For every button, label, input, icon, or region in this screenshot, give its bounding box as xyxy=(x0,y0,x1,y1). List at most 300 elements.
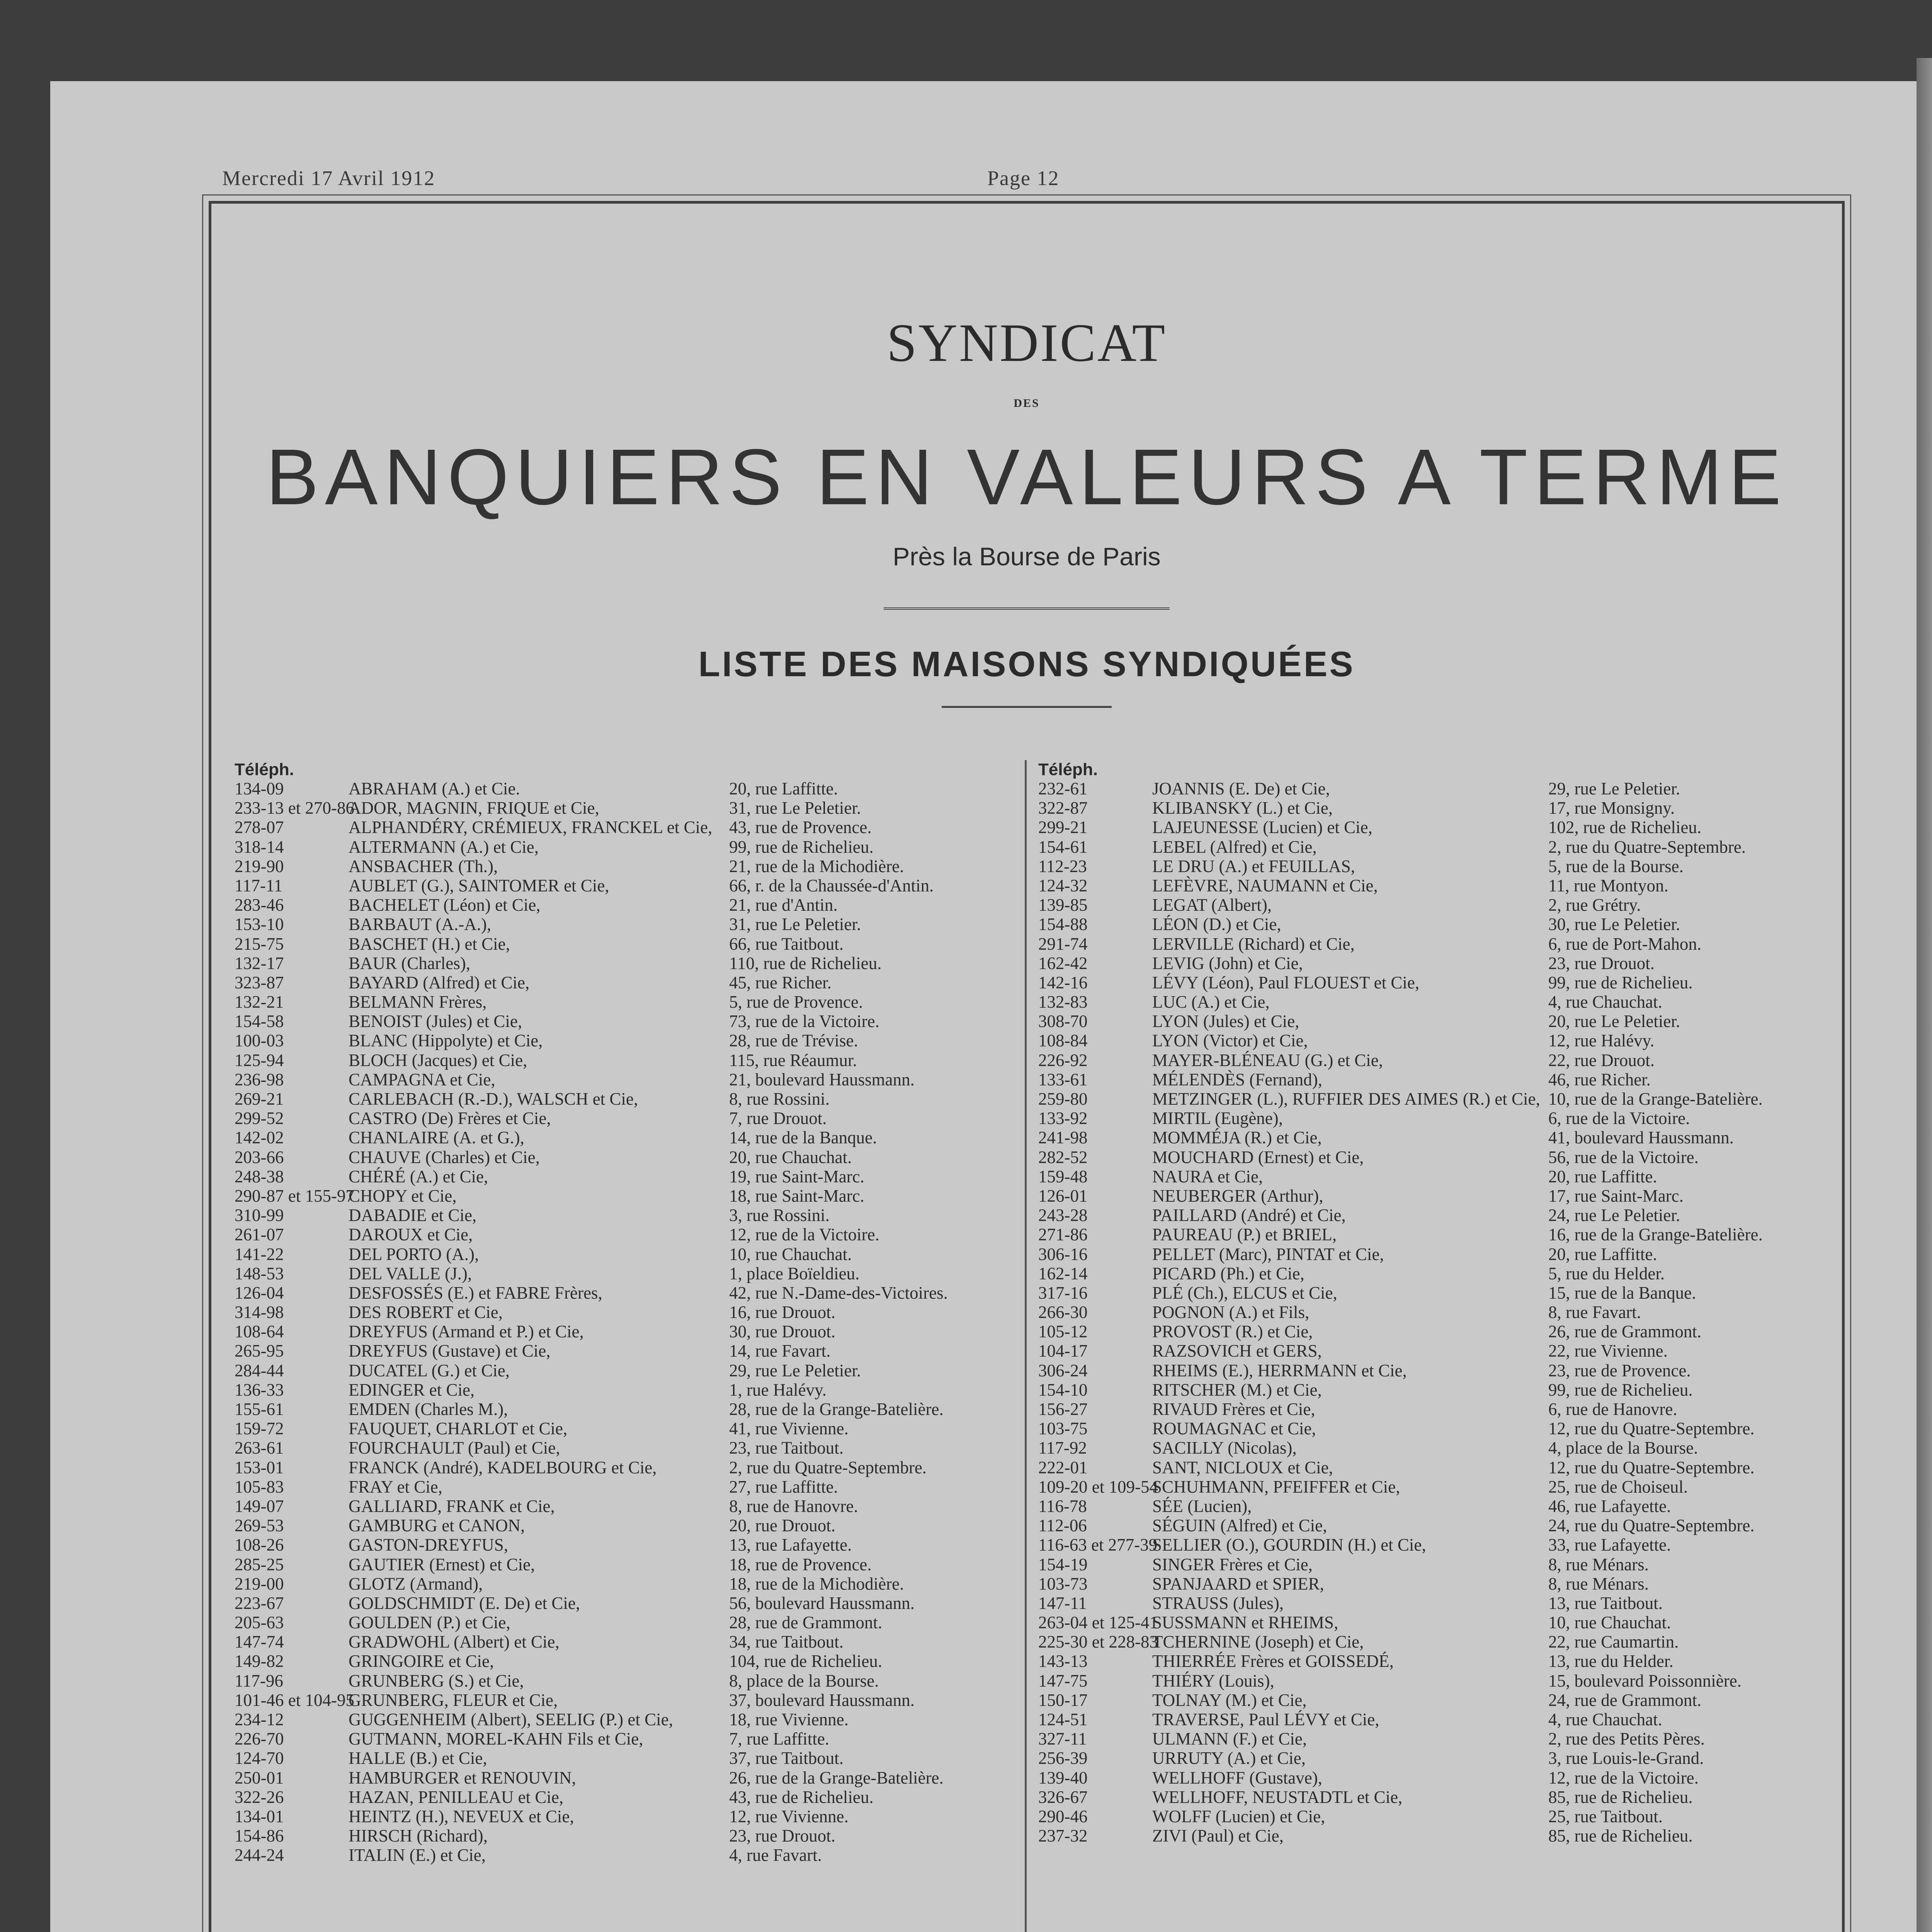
phone-number: 103-73 xyxy=(1038,1574,1088,1594)
firm-address: 12, rue Vivienne. xyxy=(729,1806,849,1826)
firm-address: 43, rue de Provence. xyxy=(729,818,872,837)
firm-name: POGNON (A.) et Fils, xyxy=(1152,1303,1310,1322)
phone-number: 132-83 xyxy=(1038,992,1088,1012)
firm-name: PELLET (Marc), PINTAT et Cie, xyxy=(1152,1244,1384,1264)
firm-name: LEVIG (John) et Cie, xyxy=(1152,953,1303,973)
firm-name: BAYARD (Alfred) et Cie, xyxy=(349,973,530,992)
phone-number: 149-82 xyxy=(235,1651,284,1671)
firm-name: LYON (Jules) et Cie, xyxy=(1152,1012,1299,1031)
firm-name: PAILLARD (André) et Cie, xyxy=(1152,1206,1346,1225)
firm-address: 12, rue de la Victoire. xyxy=(1548,1768,1699,1787)
firm-name: LÉVY (Léon), Paul FLOUEST et Cie, xyxy=(1152,973,1420,992)
phone-number: 153-10 xyxy=(235,915,284,934)
phone-number: 117-92 xyxy=(1038,1438,1087,1458)
firm-address: 24, rue Le Peletier. xyxy=(1548,1206,1680,1225)
phone-number: 263-61 xyxy=(235,1438,284,1458)
firm-address: 5, rue de Provence. xyxy=(729,992,863,1012)
phone-number: 269-53 xyxy=(235,1516,284,1536)
firm-address: 10, rue Chauchat. xyxy=(729,1244,852,1264)
firm-address: 8, rue de Hanovre. xyxy=(729,1496,858,1516)
firm-name: ULMANN (F.) et Cie, xyxy=(1152,1729,1307,1749)
firm-name: ANSBACHER (Th.), xyxy=(349,856,498,876)
firm-address: 29, rue Le Peletier. xyxy=(1548,779,1680,798)
firm-address: 3, rue Louis-le-Grand. xyxy=(1548,1748,1704,1768)
firm-address: 20, rue Le Peletier. xyxy=(1548,1012,1680,1031)
firm-address: 14, rue de la Banque. xyxy=(729,1128,877,1148)
firm-name: SPANJAARD et SPIER, xyxy=(1152,1574,1324,1594)
firm-name: SANT, NICLOUX et Cie, xyxy=(1152,1458,1333,1477)
firm-name: LERVILLE (Richard) et Cie, xyxy=(1152,934,1355,954)
firm-address: 43, rue de Richelieu. xyxy=(729,1787,874,1807)
firm-name: CAMPAGNA et Cie, xyxy=(349,1070,495,1089)
firm-address: 13, rue du Helder. xyxy=(1548,1651,1673,1671)
phone-number: 159-48 xyxy=(1038,1167,1088,1186)
phone-number: 150-17 xyxy=(1038,1690,1088,1710)
firm-name: GUGGENHEIM (Albert), SEELIG (P.) et Cie, xyxy=(349,1710,673,1729)
firm-address: 10, rue Chauchat. xyxy=(1548,1613,1671,1633)
phone-number: 154-58 xyxy=(235,1012,284,1031)
phone-number: 237-32 xyxy=(1038,1826,1088,1846)
firm-name: AUBLET (G.), SAINTOMER et Cie, xyxy=(349,876,609,895)
firm-address: 85, rue de Richelieu. xyxy=(1548,1826,1693,1846)
firm-name: ADOR, MAGNIN, FRIQUE et Cie, xyxy=(349,798,599,818)
phone-number: 278-07 xyxy=(235,818,284,837)
firm-name: GAMBURG et CANON, xyxy=(349,1516,525,1536)
title-syndicat: SYNDICAT xyxy=(886,313,1167,373)
phone-number: 108-84 xyxy=(1038,1031,1088,1051)
phone-number: 147-74 xyxy=(235,1632,284,1652)
firm-name: JOANNIS (E. De) et Cie, xyxy=(1152,779,1330,798)
firm-address: 2, rue du Quatre-Septembre. xyxy=(729,1458,927,1477)
firm-name: HAMBURGER et RENOUVIN, xyxy=(349,1768,576,1787)
firm-address: 46, rue Lafayette. xyxy=(1548,1496,1671,1516)
firm-address: 41, boulevard Haussmann. xyxy=(1548,1128,1734,1148)
phone-number: 226-92 xyxy=(1038,1050,1088,1070)
firm-address: 30, rue Le Peletier. xyxy=(1548,915,1680,934)
firm-address: 11, rue Montyon. xyxy=(1548,876,1668,895)
firm-address: 15, boulevard Poissonnière. xyxy=(1548,1671,1742,1690)
phone-number: 327-11 xyxy=(1038,1729,1087,1749)
phone-number: 100-03 xyxy=(235,1031,284,1051)
firm-address: 2, rue des Petits Pères. xyxy=(1548,1729,1705,1749)
firm-address: 20, rue Laffitte. xyxy=(1548,1244,1657,1264)
firm-name: DREYFUS (Armand et P.) et Cie, xyxy=(349,1322,584,1342)
phone-number: 243-28 xyxy=(1038,1206,1088,1225)
phone-number: 326-67 xyxy=(1038,1787,1088,1807)
phone-number: 241-98 xyxy=(1038,1128,1088,1148)
firm-address: 15, rue de la Banque. xyxy=(1548,1283,1696,1303)
phone-number: 318-14 xyxy=(235,837,284,857)
firm-address: 31, rue Le Peletier. xyxy=(729,915,861,934)
phone-number: 105-12 xyxy=(1038,1322,1088,1342)
phone-number: 215-75 xyxy=(235,934,284,954)
firm-address: 42, rue N.-Dame-des-Victoires. xyxy=(729,1283,948,1303)
phone-number: 141-22 xyxy=(235,1244,284,1264)
firm-address: 8, rue Rossini. xyxy=(729,1089,830,1109)
firm-address: 20, rue Laffitte. xyxy=(729,779,838,798)
firm-name: CARLEBACH (R.-D.), WALSCH et Cie, xyxy=(349,1089,638,1109)
firm-name: BARBAUT (A.-A.), xyxy=(349,915,492,934)
firm-address: 41, rue Vivienne. xyxy=(729,1419,849,1439)
firm-name: BAUR (Charles), xyxy=(349,953,470,973)
phone-number: 203-66 xyxy=(235,1147,284,1167)
phone-number: 162-42 xyxy=(1038,953,1088,973)
firm-name: GALLIARD, FRANK et Cie, xyxy=(349,1496,555,1516)
firm-address: 66, r. de la Chaussée-d'Antin. xyxy=(729,876,934,895)
phone-number: 124-32 xyxy=(1038,876,1088,895)
phone-number: 283-46 xyxy=(235,895,284,915)
phone-number: 322-87 xyxy=(1038,798,1088,818)
firm-address: 28, rue de la Grange-Batelière. xyxy=(729,1400,944,1419)
phone-number: 108-64 xyxy=(235,1322,284,1342)
firm-address: 110, rue de Richelieu. xyxy=(729,953,882,973)
firm-address: 56, rue de la Victoire. xyxy=(1548,1147,1699,1167)
phone-number: 263-04 et 125-41 xyxy=(1038,1613,1158,1633)
firm-name: RHEIMS (E.), HERRMANN et Cie, xyxy=(1152,1361,1407,1380)
phone-number: 105-83 xyxy=(235,1477,284,1497)
phone-number: 223-67 xyxy=(235,1593,284,1613)
phone-number: 271-86 xyxy=(1038,1225,1088,1245)
firm-address: 4, rue Chauchat. xyxy=(1548,1710,1662,1729)
phone-number: 109-20 et 109-54 xyxy=(1038,1477,1158,1497)
firm-address: 29, rue Le Peletier. xyxy=(729,1361,861,1380)
firm-name: ALTERMANN (A.) et Cie, xyxy=(349,837,539,857)
firm-address: 16, rue de la Grange-Batelière. xyxy=(1548,1225,1763,1245)
firm-address: 13, rue Taitbout. xyxy=(1548,1593,1663,1613)
firm-name: CHÉRÉ (A.) et Cie, xyxy=(349,1167,488,1186)
firm-name: TRAVERSE, Paul LÉVY et Cie, xyxy=(1152,1710,1379,1729)
firm-name: THIERRÉE Frères et GOISSEDÉ, xyxy=(1152,1651,1394,1671)
firm-address: 4, place de la Bourse. xyxy=(1548,1438,1698,1458)
firm-address: 8, rue Ménars. xyxy=(1548,1574,1649,1594)
phone-number: 116-63 et 277-39 xyxy=(1038,1535,1158,1555)
firm-name: FOURCHAULT (Paul) et Cie, xyxy=(349,1438,560,1458)
phone-number: 290-87 et 155-97 xyxy=(235,1186,354,1206)
firm-name: MOMMÉJA (R.) et Cie, xyxy=(1152,1128,1322,1148)
phone-number: 132-21 xyxy=(235,992,284,1012)
phone-number: 225-30 et 228-83 xyxy=(1038,1632,1158,1652)
phone-number: 154-19 xyxy=(1038,1554,1088,1574)
phone-number: 134-09 xyxy=(235,779,284,798)
firm-name: SACILLY (Nicolas), xyxy=(1152,1438,1297,1458)
firm-address: 18, rue Saint-Marc. xyxy=(729,1186,864,1206)
firm-address: 21, boulevard Haussmann. xyxy=(729,1070,915,1089)
firm-name: DEL PORTO (A.), xyxy=(349,1244,479,1264)
firm-name: RITSCHER (M.) et Cie, xyxy=(1152,1380,1322,1400)
firm-name: DREYFUS (Gustave) et Cie, xyxy=(349,1341,551,1361)
firm-name: EMDEN (Charles M.), xyxy=(349,1400,508,1419)
firm-address: 22, rue Caumartin. xyxy=(1548,1632,1679,1652)
firm-name: FRAY et Cie, xyxy=(349,1477,442,1497)
phone-number: 222-01 xyxy=(1038,1458,1088,1477)
phone-number: 306-24 xyxy=(1038,1361,1088,1380)
firm-name: GLOTZ (Armand), xyxy=(349,1574,483,1594)
firm-name: LYON (Victor) et Cie, xyxy=(1152,1031,1308,1051)
phone-number: 143-13 xyxy=(1038,1651,1088,1671)
firm-address: 6, rue de Hanovre. xyxy=(1548,1400,1677,1419)
firm-address: 22, rue Vivienne. xyxy=(1548,1341,1668,1361)
firm-name: CHAUVE (Charles) et Cie, xyxy=(349,1147,540,1167)
phone-number: 299-21 xyxy=(1038,818,1088,837)
firm-name: LUC (A.) et Cie, xyxy=(1152,992,1270,1012)
phone-number: 126-01 xyxy=(1038,1186,1088,1206)
firm-name: GRUNBERG, FLEUR et Cie, xyxy=(349,1690,558,1710)
firm-name: MOUCHARD (Ernest) et Cie, xyxy=(1152,1147,1364,1167)
firm-address: 4, rue Favart. xyxy=(729,1845,822,1865)
firm-name: ROUMAGNAC et Cie, xyxy=(1152,1419,1316,1439)
firm-address: 31, rue Le Peletier. xyxy=(729,798,861,818)
firm-name: GAUTIER (Ernest) et Cie, xyxy=(349,1554,535,1574)
firm-name: WELLHOFF (Gustave), xyxy=(1152,1768,1322,1787)
phone-number: 133-61 xyxy=(1038,1070,1088,1089)
tel-header: Téléph. xyxy=(235,760,294,779)
firm-address: 28, rue de Trévise. xyxy=(729,1031,858,1051)
phone-number: 236-98 xyxy=(235,1070,284,1089)
phone-number: 310-99 xyxy=(235,1206,284,1225)
firm-name: DUCATEL (G.) et Cie, xyxy=(349,1361,510,1380)
phone-number: 108-26 xyxy=(235,1535,284,1555)
phone-number: 234-12 xyxy=(235,1710,284,1729)
firm-address: 5, rue du Helder. xyxy=(1548,1264,1665,1283)
phone-number: 136-33 xyxy=(235,1380,284,1400)
firm-address: 27, rue Laffitte. xyxy=(729,1477,838,1497)
phone-number: 219-00 xyxy=(235,1574,284,1594)
firm-address: 23, rue Drouot. xyxy=(729,1826,835,1846)
phone-number: 265-95 xyxy=(235,1341,284,1361)
phone-number: 142-02 xyxy=(235,1128,284,1148)
phone-number: 125-94 xyxy=(235,1050,284,1070)
firm-address: 20, rue Chauchat. xyxy=(729,1147,852,1167)
phone-number: 134-01 xyxy=(235,1806,284,1826)
phone-number: 322-26 xyxy=(235,1787,284,1807)
firm-address: 16, rue Drouot. xyxy=(729,1303,835,1322)
phone-number: 266-30 xyxy=(1038,1303,1088,1322)
phone-number: 269-21 xyxy=(235,1089,284,1109)
phone-number: 148-53 xyxy=(235,1264,284,1283)
firm-address: 33, rue Lafayette. xyxy=(1548,1535,1671,1555)
firm-name: MAYER-BLÉNEAU (G.) et Cie, xyxy=(1152,1050,1383,1070)
firm-name: DEL VALLE (J.), xyxy=(349,1264,472,1283)
firm-name: STRAUSS (Jules), xyxy=(1152,1593,1284,1613)
firm-address: 20, rue Laffitte. xyxy=(1548,1167,1657,1186)
firm-name: LE DRU (A.) et FEUILLAS, xyxy=(1152,856,1355,876)
firm-address: 6, rue de Port-Mahon. xyxy=(1548,934,1702,954)
phone-number: 226-70 xyxy=(235,1729,284,1749)
firm-address: 23, rue Drouot. xyxy=(1548,953,1655,973)
phone-number: 306-16 xyxy=(1038,1244,1088,1264)
firm-name: URRUTY (A.) et Cie, xyxy=(1152,1748,1306,1768)
firm-name: BELMANN Frères, xyxy=(349,992,487,1012)
firm-address: 18, rue de la Michodière. xyxy=(729,1574,904,1594)
phone-number: 261-07 xyxy=(235,1225,284,1245)
firm-address: 4, rue Chauchat. xyxy=(1548,992,1662,1012)
phone-number: 308-70 xyxy=(1038,1012,1088,1031)
firm-name: TOLNAY (M.) et Cie, xyxy=(1152,1690,1307,1710)
firm-address: 20, rue Drouot. xyxy=(729,1516,835,1536)
phone-number: 244-24 xyxy=(235,1845,284,1865)
firm-address: 73, rue de la Victoire. xyxy=(729,1012,879,1031)
firm-name: KLIBANSKY (L.) et Cie, xyxy=(1152,798,1333,818)
firm-name: MÉLENDÈS (Fernand), xyxy=(1152,1070,1322,1089)
firm-address: 18, rue de Provence. xyxy=(729,1554,872,1574)
firm-address: 1, rue Halévy. xyxy=(729,1380,827,1400)
phone-number: 154-10 xyxy=(1038,1380,1088,1400)
firm-name: LEBEL (Alfred) et Cie, xyxy=(1152,837,1317,857)
phone-number: 250-01 xyxy=(235,1768,284,1787)
firm-name: LÉON (D.) et Cie, xyxy=(1152,915,1281,934)
firm-name: CHANLAIRE (A. et G.), xyxy=(349,1128,524,1148)
firm-address: 3, rue Rossini. xyxy=(729,1206,830,1225)
firm-name: METZINGER (L.), RUFFIER DES AIMES (R.) et Cie, xyxy=(1152,1089,1540,1109)
firm-address: 17, rue Monsigny. xyxy=(1548,798,1675,818)
firm-name: ZIVI (Paul) et Cie, xyxy=(1152,1826,1284,1846)
phone-number: 285-25 xyxy=(235,1554,284,1574)
firm-name: SÉE (Lucien), xyxy=(1152,1496,1252,1516)
phone-number: 314-98 xyxy=(235,1303,284,1322)
phone-number: 205-63 xyxy=(235,1613,284,1633)
phone-number: 233-13 et 270-86 xyxy=(235,798,354,818)
phone-number: 156-27 xyxy=(1038,1400,1088,1419)
firm-name: SUSSMANN et RHEIMS, xyxy=(1152,1613,1338,1633)
firm-name: FRANCK (André), KADELBOURG et Cie, xyxy=(349,1458,657,1477)
firm-name: BLANC (Hippolyte) et Cie, xyxy=(349,1031,543,1051)
phone-number: 256-39 xyxy=(1038,1748,1088,1768)
firm-name: ALPHANDÉRY, CRÉMIEUX, FRANCKEL et Cie, xyxy=(349,818,713,837)
firm-address: 1, place Boïeldieu. xyxy=(729,1264,860,1283)
header-page: Page 12 xyxy=(987,167,1060,190)
firm-name: RAZSOVICH et GERS, xyxy=(1152,1341,1322,1361)
firm-address: 17, rue Saint-Marc. xyxy=(1548,1186,1684,1206)
phone-number: 323-87 xyxy=(235,973,284,992)
book-spine xyxy=(1917,58,1932,1932)
firm-address: 22, rue Drouot. xyxy=(1548,1050,1655,1070)
firm-name: NEUBERGER (Arthur), xyxy=(1152,1186,1323,1206)
firm-name: CASTRO (De) Frères et Cie, xyxy=(349,1109,551,1128)
firm-address: 24, rue de Grammont. xyxy=(1548,1690,1702,1710)
phone-number: 124-70 xyxy=(235,1748,284,1768)
firm-name: EDINGER et Cie, xyxy=(349,1380,475,1400)
firm-address: 24, rue du Quatre-Septembre. xyxy=(1548,1516,1755,1536)
title-des: DES xyxy=(1014,397,1040,410)
firm-name: DESFOSSÉS (E.) et FABRE Frères, xyxy=(349,1283,602,1303)
firm-name: DES ROBERT et Cie, xyxy=(349,1303,503,1322)
phone-number: 232-61 xyxy=(1038,779,1088,798)
firm-name: SCHUHMANN, PFEIFFER et Cie, xyxy=(1152,1477,1400,1497)
firm-name: PLÉ (Ch.), ELCUS et Cie, xyxy=(1152,1283,1337,1303)
firm-address: 56, boulevard Haussmann. xyxy=(729,1593,915,1613)
firm-address: 18, rue Vivienne. xyxy=(729,1710,849,1729)
firm-address: 21, rue d'Antin. xyxy=(729,895,838,915)
firm-name: GUTMANN, MOREL-KAHN Fils et Cie, xyxy=(349,1729,643,1749)
firm-name: WELLHOFF, NEUSTADTL et Cie, xyxy=(1152,1787,1403,1807)
firm-address: 99, rue de Richelieu. xyxy=(729,837,874,857)
phone-number: 132-17 xyxy=(235,953,284,973)
phone-number: 139-85 xyxy=(1038,895,1088,915)
firm-address: 21, rue de la Michodière. xyxy=(729,856,904,876)
phone-number: 101-46 et 104-95 xyxy=(235,1690,354,1710)
firm-address: 25, rue de Choiseul. xyxy=(1548,1477,1688,1497)
firm-name: HAZAN, PENILLEAU et Cie, xyxy=(349,1787,564,1807)
phone-number: 139-40 xyxy=(1038,1768,1088,1787)
firm-name: BACHELET (Léon) et Cie, xyxy=(349,895,541,915)
phone-number: 299-52 xyxy=(235,1109,284,1128)
firm-name: TCHERNINE (Joseph) et Cie, xyxy=(1152,1632,1364,1652)
phone-number: 104-17 xyxy=(1038,1341,1088,1361)
firm-name: FAUQUET, CHARLOT et Cie, xyxy=(349,1419,568,1439)
firm-address: 7, rue Laffitte. xyxy=(729,1729,830,1749)
title-bourse: Près la Bourse de Paris xyxy=(893,542,1161,571)
firm-address: 26, rue de la Grange-Batelière. xyxy=(729,1768,944,1787)
firm-address: 28, rue de Grammont. xyxy=(729,1613,883,1633)
firm-name: PAUREAU (P.) et BRIEL, xyxy=(1152,1225,1337,1245)
firm-name: GOULDEN (P.) et Cie, xyxy=(349,1613,510,1633)
firm-name: HEINTZ (H.), NEVEUX et Cie, xyxy=(349,1806,574,1826)
firm-name: PROVOST (R.) et Cie, xyxy=(1152,1322,1313,1342)
firm-address: 6, rue de la Victoire. xyxy=(1548,1109,1690,1128)
firm-address: 102, rue de Richelieu. xyxy=(1548,818,1702,837)
firm-address: 115, rue Réaumur. xyxy=(729,1050,857,1070)
phone-number: 116-78 xyxy=(1038,1496,1087,1516)
firm-address: 26, rue de Grammont. xyxy=(1548,1322,1702,1342)
phone-number: 159-72 xyxy=(235,1419,284,1439)
firm-name: SELLIER (O.), GOURDIN (H.) et Cie, xyxy=(1152,1535,1426,1555)
firm-name: BASCHET (H.) et Cie, xyxy=(349,934,510,954)
phone-number: 117-96 xyxy=(235,1671,283,1690)
phone-number: 147-75 xyxy=(1038,1671,1088,1690)
firm-address: 8, rue Ménars. xyxy=(1548,1554,1649,1574)
phone-number: 291-74 xyxy=(1038,934,1088,954)
phone-number: 290-46 xyxy=(1038,1806,1088,1826)
phone-number: 259-80 xyxy=(1038,1089,1088,1109)
phone-number: 149-07 xyxy=(235,1496,284,1516)
firm-name: NAURA et Cie, xyxy=(1152,1167,1263,1186)
phone-number: 219-90 xyxy=(235,856,284,876)
firm-address: 12, rue du Quatre-Septembre. xyxy=(1548,1458,1755,1477)
phone-number: 133-92 xyxy=(1038,1109,1088,1128)
firm-address: 85, rue de Richelieu. xyxy=(1548,1787,1693,1807)
firm-name: GASTON-DREYFUS, xyxy=(349,1535,508,1555)
firm-name: CHOPY et Cie, xyxy=(349,1186,457,1206)
firm-name: DAROUX et Cie, xyxy=(349,1225,473,1245)
firm-address: 46, rue Richer. xyxy=(1548,1070,1651,1089)
firm-name: LAJEUNESSE (Lucien) et Cie, xyxy=(1152,818,1372,837)
phone-number: 162-14 xyxy=(1038,1264,1088,1283)
firm-address: 104, rue de Richelieu. xyxy=(729,1651,883,1671)
phone-number: 153-01 xyxy=(235,1458,284,1477)
firm-address: 34, rue Taitbout. xyxy=(729,1632,844,1652)
firm-name: GRUNBERG (S.) et Cie, xyxy=(349,1671,524,1690)
firm-address: 2, rue du Quatre-Septembre. xyxy=(1548,837,1746,857)
phone-number: 103-75 xyxy=(1038,1419,1088,1439)
firm-name: SÉGUIN (Alfred) et Cie, xyxy=(1152,1516,1327,1536)
phone-number: 142-16 xyxy=(1038,973,1088,992)
phone-number: 126-04 xyxy=(235,1283,284,1303)
phone-number: 147-11 xyxy=(1038,1593,1087,1613)
firm-address: 8, place de la Bourse. xyxy=(729,1671,879,1690)
lower-section xyxy=(209,201,1845,1932)
phone-number: 112-06 xyxy=(1038,1516,1087,1536)
firm-address: 13, rue Lafayette. xyxy=(729,1535,852,1555)
firm-name: RIVAUD Frères et Cie, xyxy=(1152,1400,1315,1419)
firm-address: 12, rue du Quatre-Septembre. xyxy=(1548,1419,1755,1439)
firm-name: THIÉRY (Louis), xyxy=(1152,1671,1274,1690)
firm-address: 37, boulevard Haussmann. xyxy=(729,1690,915,1710)
firm-name: SINGER Frères et Cie, xyxy=(1152,1554,1313,1574)
firm-name: DABADIE et Cie, xyxy=(349,1206,477,1225)
phone-number: 124-51 xyxy=(1038,1710,1088,1729)
firm-name: HALLE (B.) et Cie, xyxy=(349,1748,487,1768)
firm-address: 99, rue de Richelieu. xyxy=(1548,973,1693,992)
